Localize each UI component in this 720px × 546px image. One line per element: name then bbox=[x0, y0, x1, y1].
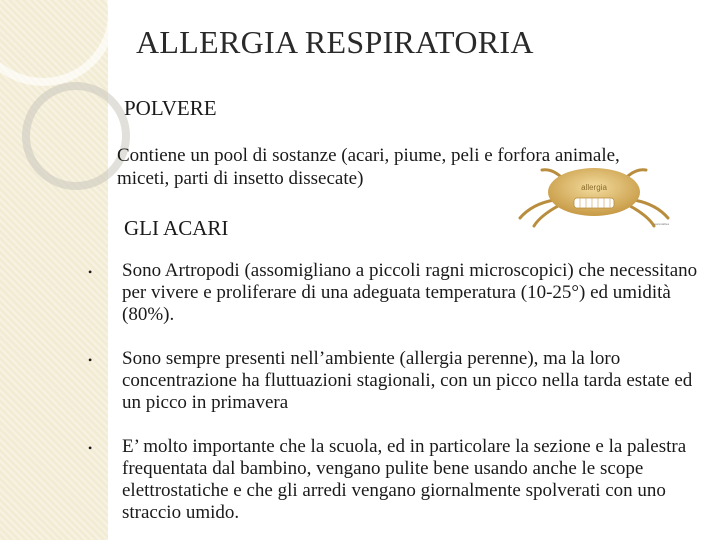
list-item bbox=[88, 260, 708, 326]
section-heading-acari: GLI ACARI bbox=[124, 216, 229, 240]
mite-caption: allergia bbox=[581, 183, 607, 192]
decorative-ring bbox=[0, 0, 116, 86]
polvere-description: Contiene un pool di sostanze (acari, piume, peli e forfora animale, miceti, parti di insetto dissecate) bbox=[117, 145, 620, 189]
bullet-text: E’ molto importante che la scuola, ed in particolare la sezione e la palestra frequentata dal bambino, vengano pulite bene usando anche le scope elettrostatiche e che gli arredi vengano giornalmente spolverati con uno straccio umido. bbox=[122, 436, 687, 523]
slide-title: ALLERGIA RESPIRATORIA bbox=[136, 24, 534, 60]
bullet-icon: • bbox=[88, 353, 93, 367]
bullet-icon: • bbox=[88, 441, 93, 455]
list-item bbox=[88, 348, 708, 414]
section-heading-polvere: POLVERE bbox=[124, 96, 217, 120]
dust-mite-illustration-icon bbox=[514, 160, 674, 228]
bullet-text: Sono Artropodi (assomigliano a piccoli ragni microscopici) che necessitano per vivere e proliferare di una adeguata temperatura (10-25°) ed umidità (80%). bbox=[122, 260, 698, 325]
decorative-ring bbox=[22, 82, 130, 190]
bullet-icon: • bbox=[88, 265, 93, 279]
image-credit: www.tables bbox=[654, 222, 670, 226]
bullet-text: Sono sempre presenti nell’ambiente (allergia perenne), ma la loro concentrazione ha fluttuazioni stagionali, con un picco nella tarda estate ed un picco in primavera bbox=[122, 348, 693, 413]
acari-bullet-list bbox=[88, 260, 708, 546]
list-item bbox=[88, 436, 708, 524]
